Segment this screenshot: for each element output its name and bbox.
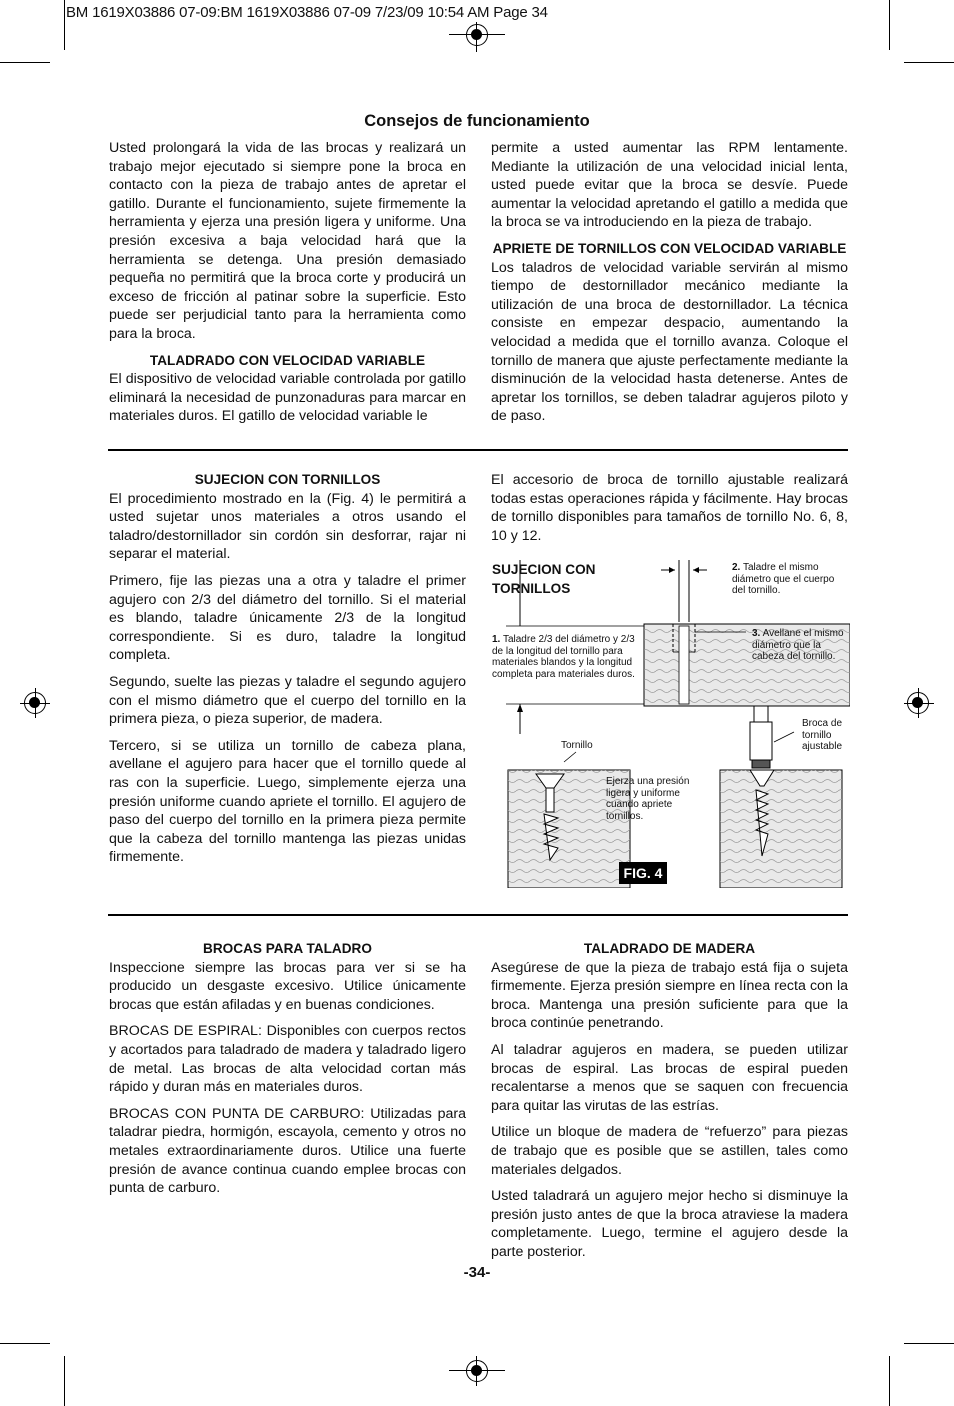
paragraph: BROCAS CON PUNTA DE CARBURO: Utilizadas para taladrar piedra, hormigón, escayola, cemento y otros no metales extraordinariamente duros. Utilice una fuerte presión de avance continua cuando emplee brocas con punta de carburo. — [109, 1105, 466, 1197]
paragraph: Tercero, si se utiliza un tornillo de cabeza plana, avellane el agujero para hacer que el tornillo quede al ras con la superficie. Luego, simplemente ejerza una presión uniforme cuando apriete el tornillo. El agujero de paso del cuerpo del tornillo en la primera pieza permite que la cabeza del tornillo mantenga las piezas unidas firmemente. — [109, 737, 466, 866]
paragraph: Usted prolongará la vida de las brocas y realizará un trabajo mejor ejecutado si siempre pone la broca en contacto con la pieza de trabajo antes de apretar el gatillo. Durante el funcionamiento, sujete firmemente la herramienta y ejerza una presión ligera y uniforme. Una presión excesiva a baja velocidad hará que la herramienta se detenga. Una presión demasiado pequeña no permitirá que la broca corte y producirá un exceso de fricción al patinar sobre la superficie. Esto puede ser perjudicial tanto para la herramienta como para la broca. — [109, 140, 466, 342]
section1-left-column — [109, 139, 466, 434]
figure-4 — [488, 556, 850, 888]
step-2-label: 2. Taladre el mismo diámetro que el cuerpo del tornillo. — [732, 562, 835, 596]
step-1-label: 1. Taladre 2/3 del diámetro y 2/3 de la longitud del tornillo para materiales blandos y la longitud completa para materiales duros. — [492, 634, 635, 680]
paragraph: Usted taladrará un agujero mejor hecho si disminuye la presión justo antes de que la broca atraviese la madera completamente. Luego, termine el agujero desde la parte posterior. — [491, 1188, 848, 1260]
section-heading: TALADRADO DE MADERA — [583, 941, 756, 956]
figure-title: SUJECION CON TORNILLOS — [492, 562, 596, 596]
figure-number-badge: FIG. 4 — [619, 862, 667, 884]
section3-left-column — [109, 940, 466, 1206]
paragraph: BROCAS DE ESPIRAL: Disponibles con cuerpos rectos y acortados para taladrado de madera y taladrado ligero de metal. Las brocas de alta velocidad cortan más rápido y duran más en materiales duros. — [109, 1023, 466, 1096]
paragraph: Inspeccione siempre las brocas para ver si se ha producido un desgaste excesivo. Utilice únicamente brocas que están afiladas y en buenas condiciones. — [109, 959, 466, 1013]
paragraph: El accesorio de broca de tornillo ajustable realizará todas estas operaciones rápida y fácilmente. Hay brocas de tornillo disponibles para tamaños de tornillo No. 6, 8, 10 y 12. — [491, 472, 848, 544]
section-heading: APRIETE DE TORNILLOS CON VELOCIDAD VARIABLE — [492, 240, 847, 256]
paragraph: El dispositivo de velocidad variable controlada por gatillo eliminará la necesidad de punzonaduras para marcar en materiales duros. El gatillo de velocidad variable le — [109, 371, 466, 425]
section2-left-column — [109, 471, 466, 875]
section-heading: SUJECION CON TORNILLOS — [194, 472, 381, 487]
paragraph: permite a usted aumentar las RPM lentamente. Mediante la utilización de una velocidad inicial lenta, usted puede evitar que la broca se desvíe. Puede aumentar la velocidad apretando el gatillo a medida que la broca se va introduciendo en la pieza de trabajo. — [491, 140, 848, 231]
step-3-label: 3. Avellane el mismo diámetro que la cabeza del tornillo. — [752, 628, 844, 662]
print-slug: BM 1619X03886 07-09:BM 1619X03886 07-09 7/23/09 10:54 AM Page 34 — [66, 4, 548, 21]
paragraph: El procedimiento mostrado en la (Fig. 4) le permitirá a usted sujetar unos materiales a otros usando el taladro/destornillador sin cordón sin desforrar, rajar ni separar el material. — [109, 490, 466, 563]
paragraph: Al taladrar agujeros en madera, se pueden utilizar brocas de espiral. Las brocas de espiral pueden recalentarse a menos que se saquen con frecuencia para quitar las virutas de las estrías. — [491, 1041, 848, 1114]
paragraph: Segundo, suelte las piezas y taladre el segundo agujero con el mismo diámetro que el cuerpo del tornillo en la primera pieza, o pieza superior, de madera. — [109, 673, 466, 728]
section2-right-column — [491, 471, 848, 553]
section1-right-column — [491, 139, 848, 434]
screw-label: Tornillo — [561, 740, 593, 751]
section-heading: TALADRADO CON VELOCIDAD VARIABLE — [149, 352, 426, 368]
paragraph: Asegúrese de que la pieza de trabajo está fija o sujeta firmemente. Ejerza presión siempre en línea recta con la broca. Mantenga una presión suficiente para que la broca continúe penetrando. — [491, 959, 848, 1032]
section3-right-column — [491, 940, 848, 1270]
section-divider — [108, 449, 848, 451]
figure-drawing — [488, 556, 850, 888]
page-title: Consejos de funcionamiento — [364, 112, 590, 130]
paragraph: Los taladros de velocidad variable servirán al mismo tiempo de destornillador mecánico mediante la utilización de una broca de destornillador. La técnica consiste en empezar despacio, aumentando la velocidad a medida que el tornillo avanza. Coloque el tornillo de manera que ajuste perfectamente mediante la disminución de la velocidad hasta detenerse. Antes de apretar los tornillos, se deben taladrar agujeros piloto y de paso. — [491, 259, 848, 425]
paragraph: Utilice un bloque de madera de “refuerzo” para piezas de trabajo que es posible que se astillen, tales como materiales delgados. — [491, 1124, 848, 1178]
section-divider — [108, 914, 848, 916]
page-number: -34- — [463, 1264, 491, 1281]
pressure-label: Ejerza una presión ligera y uniforme cuando apriete tornillos. — [606, 776, 690, 822]
section-heading: BROCAS PARA TALADRO — [203, 941, 372, 956]
bit-label: Broca de tornillo ajustable — [802, 718, 843, 752]
paragraph: Primero, fije las piezas una a otra y taladre el primer agujero con 2/3 del diámetro del tornillo. Si el material es blando, taladre únicamente 2/3 de la longitud correspondiente. Si es duro, taladre la longitud completa. — [109, 572, 466, 664]
